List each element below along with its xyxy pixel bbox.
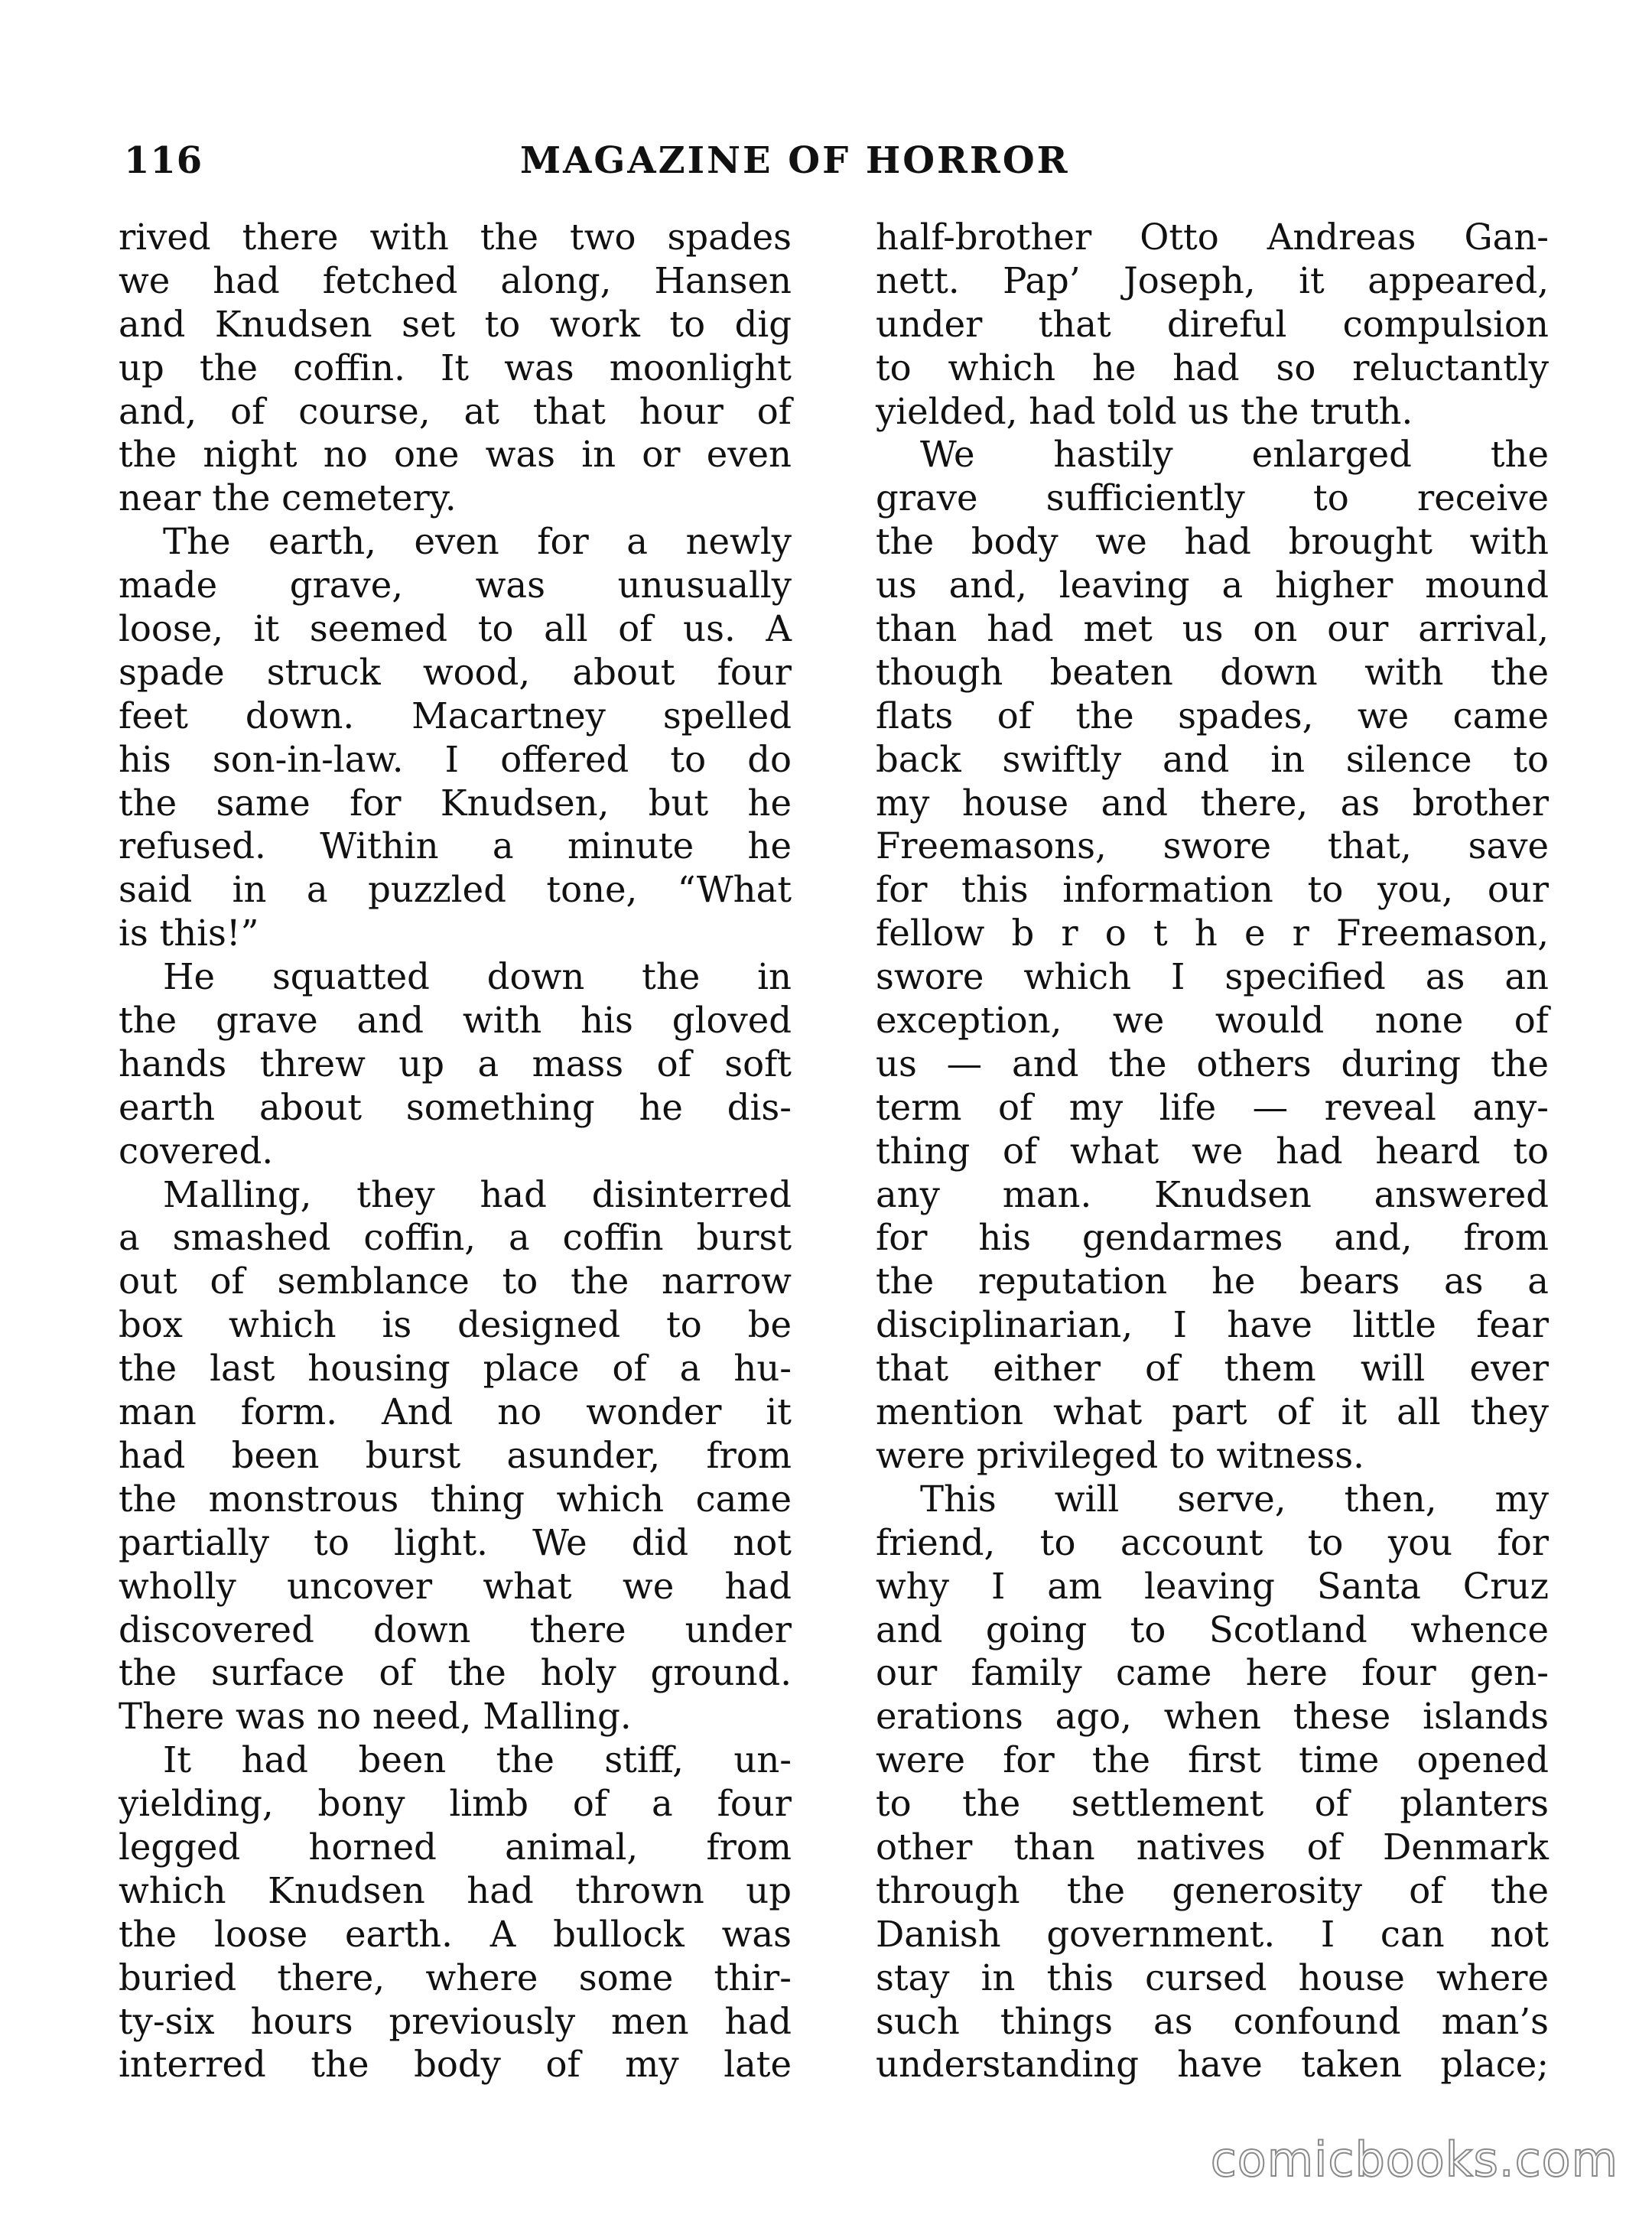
- text-line: and Knudsen set to work to dig: [119, 303, 792, 345]
- text-line: up the coffin. It was moonlight: [119, 346, 792, 389]
- text-line: which Knudsen had thrown up: [119, 1869, 792, 1911]
- text-line: any man. Knudsen answered: [876, 1173, 1549, 1215]
- text-line: half-brother Otto Andreas Gan-: [876, 216, 1549, 258]
- text-line: swore which I specified as an: [876, 956, 1549, 998]
- text-line: box which is designed to be: [119, 1304, 792, 1346]
- text-line: that either of them will ever: [876, 1348, 1549, 1390]
- text-line: thing of what we had heard to: [876, 1130, 1549, 1172]
- text-line: term of my life — reveal any-: [876, 1086, 1549, 1128]
- text-line: loose, it seemed to all of us. A: [119, 608, 792, 650]
- text-line: why I am leaving Santa Cruz: [876, 1565, 1549, 1607]
- text-line: through the generosity of the: [876, 1869, 1549, 1911]
- text-line: erations ago, when these islands: [876, 1696, 1549, 1738]
- text-line: exception, we would none of: [876, 1000, 1549, 1042]
- text-line: for this information to you, our: [876, 869, 1549, 911]
- text-line: the reputation he bears as a: [876, 1260, 1549, 1303]
- text-line: There was no need, Malling.: [119, 1696, 632, 1738]
- text-line: the night no one was in or even: [119, 434, 792, 476]
- text-line: the grave and with his gloved: [119, 1000, 792, 1042]
- running-head: MAGAZINE OF HORROR: [520, 139, 1070, 182]
- text-line: Malling, they had disinterred: [163, 1173, 792, 1215]
- text-line: He squatted down the in: [163, 956, 792, 998]
- text-line: made grave, was unusually: [119, 564, 792, 607]
- text-line: nett. Pap’ Joseph, it appeared,: [876, 259, 1549, 301]
- text-line: were for the first time opened: [876, 1739, 1549, 1781]
- text-line: mention what part of it all they: [876, 1391, 1549, 1433]
- text-line: said in a puzzled tone, “What: [119, 869, 792, 911]
- text-line: the body we had brought with: [876, 521, 1549, 563]
- text-line: disciplinarian, I have little fear: [876, 1304, 1549, 1346]
- text-line: man form. And no wonder it: [119, 1391, 792, 1433]
- text-line: understanding have taken place;: [876, 2044, 1549, 2086]
- text-line: though beaten down with the: [876, 651, 1549, 693]
- page-number: 116: [124, 139, 203, 182]
- text-line: the same for Knudsen, but he: [119, 782, 792, 824]
- text-line: covered.: [119, 1130, 274, 1172]
- text-line: interred the body of my late: [119, 2044, 792, 2086]
- text-line: the monstrous thing which came: [119, 1478, 792, 1520]
- text-line: spade struck wood, about four: [119, 651, 792, 693]
- text-line: is this!”: [119, 912, 259, 955]
- text-line: This will serve, then, my: [920, 1478, 1549, 1520]
- text-line: Danish government. I can not: [876, 1913, 1549, 1955]
- text-line: the last housing place of a hu-: [119, 1348, 792, 1390]
- text-line: such things as confound man’s: [876, 2000, 1549, 2042]
- text-line: and going to Scotland whence: [876, 1608, 1549, 1650]
- text-line: out of semblance to the narrow: [119, 1260, 792, 1303]
- text-line: for his gendarmes and, from: [876, 1217, 1549, 1259]
- text-line: other than natives of Denmark: [876, 1826, 1549, 1868]
- left-text-column: [119, 216, 792, 2086]
- text-line: friend, to account to you for: [876, 1521, 1549, 1563]
- text-line: had been burst asunder, from: [119, 1434, 792, 1476]
- text-line: stay in this cursed house where: [876, 1956, 1549, 1998]
- text-line: the surface of the holy ground.: [119, 1652, 792, 1694]
- text-line: yielding, bony limb of a four: [119, 1783, 792, 1825]
- text-line: us and, leaving a higher mound: [876, 564, 1549, 607]
- text-line: to the settlement of planters: [876, 1783, 1549, 1825]
- text-line: We hastily enlarged the: [920, 434, 1549, 476]
- text-line: ty-six hours previously men had: [119, 2000, 792, 2042]
- text-line: It had been the stiff, un-: [163, 1739, 792, 1781]
- text-line: than had met us on our arrival,: [876, 608, 1549, 650]
- text-line: a smashed coffin, a coffin burst: [119, 1217, 792, 1259]
- text-line: refused. Within a minute he: [119, 825, 792, 867]
- text-line: partially to light. We did not: [119, 1521, 792, 1563]
- right-text-column: [876, 216, 1549, 2086]
- text-line: back swiftly and in silence to: [876, 738, 1549, 780]
- text-line: flats of the spades, we came: [876, 694, 1549, 737]
- text-line: earth about something he dis-: [119, 1086, 792, 1128]
- text-line: to which he had so reluctantly: [876, 346, 1549, 389]
- text-line: us — and the others during the: [876, 1042, 1549, 1085]
- text-line: fellow b r o t h e r Freemason,: [876, 912, 1549, 955]
- text-line: feet down. Macartney spelled: [119, 694, 792, 737]
- text-line: we had fetched along, Hansen: [119, 259, 792, 301]
- text-line: under that direful compulsion: [876, 303, 1549, 345]
- text-line: and, of course, at that hour of: [119, 390, 792, 432]
- text-line: grave sufficiently to receive: [876, 477, 1549, 519]
- text-line: buried there, where some thir-: [119, 1956, 792, 1998]
- text-line: near the cemetery.: [119, 477, 457, 519]
- text-line: The earth, even for a newly: [163, 521, 792, 563]
- text-line: Freemasons, swore that, save: [876, 825, 1549, 867]
- text-line: hands threw up a mass of soft: [119, 1042, 792, 1085]
- text-line: were privileged to witness.: [876, 1434, 1364, 1476]
- text-line: my house and there, as brother: [876, 782, 1549, 824]
- text-line: our family came here four gen-: [876, 1652, 1549, 1694]
- text-line: discovered down there under: [119, 1608, 792, 1650]
- text-line: rived there with the two spades: [119, 216, 792, 258]
- text-line: his son-in-law. I offered to do: [119, 738, 792, 780]
- text-line: legged horned animal, from: [119, 1826, 792, 1868]
- text-line: the loose earth. A bullock was: [119, 1913, 792, 1955]
- watermark: comicbooks.com: [1210, 2132, 1618, 2187]
- text-line: wholly uncover what we had: [119, 1565, 792, 1607]
- text-line: yielded, had told us the truth.: [876, 390, 1413, 432]
